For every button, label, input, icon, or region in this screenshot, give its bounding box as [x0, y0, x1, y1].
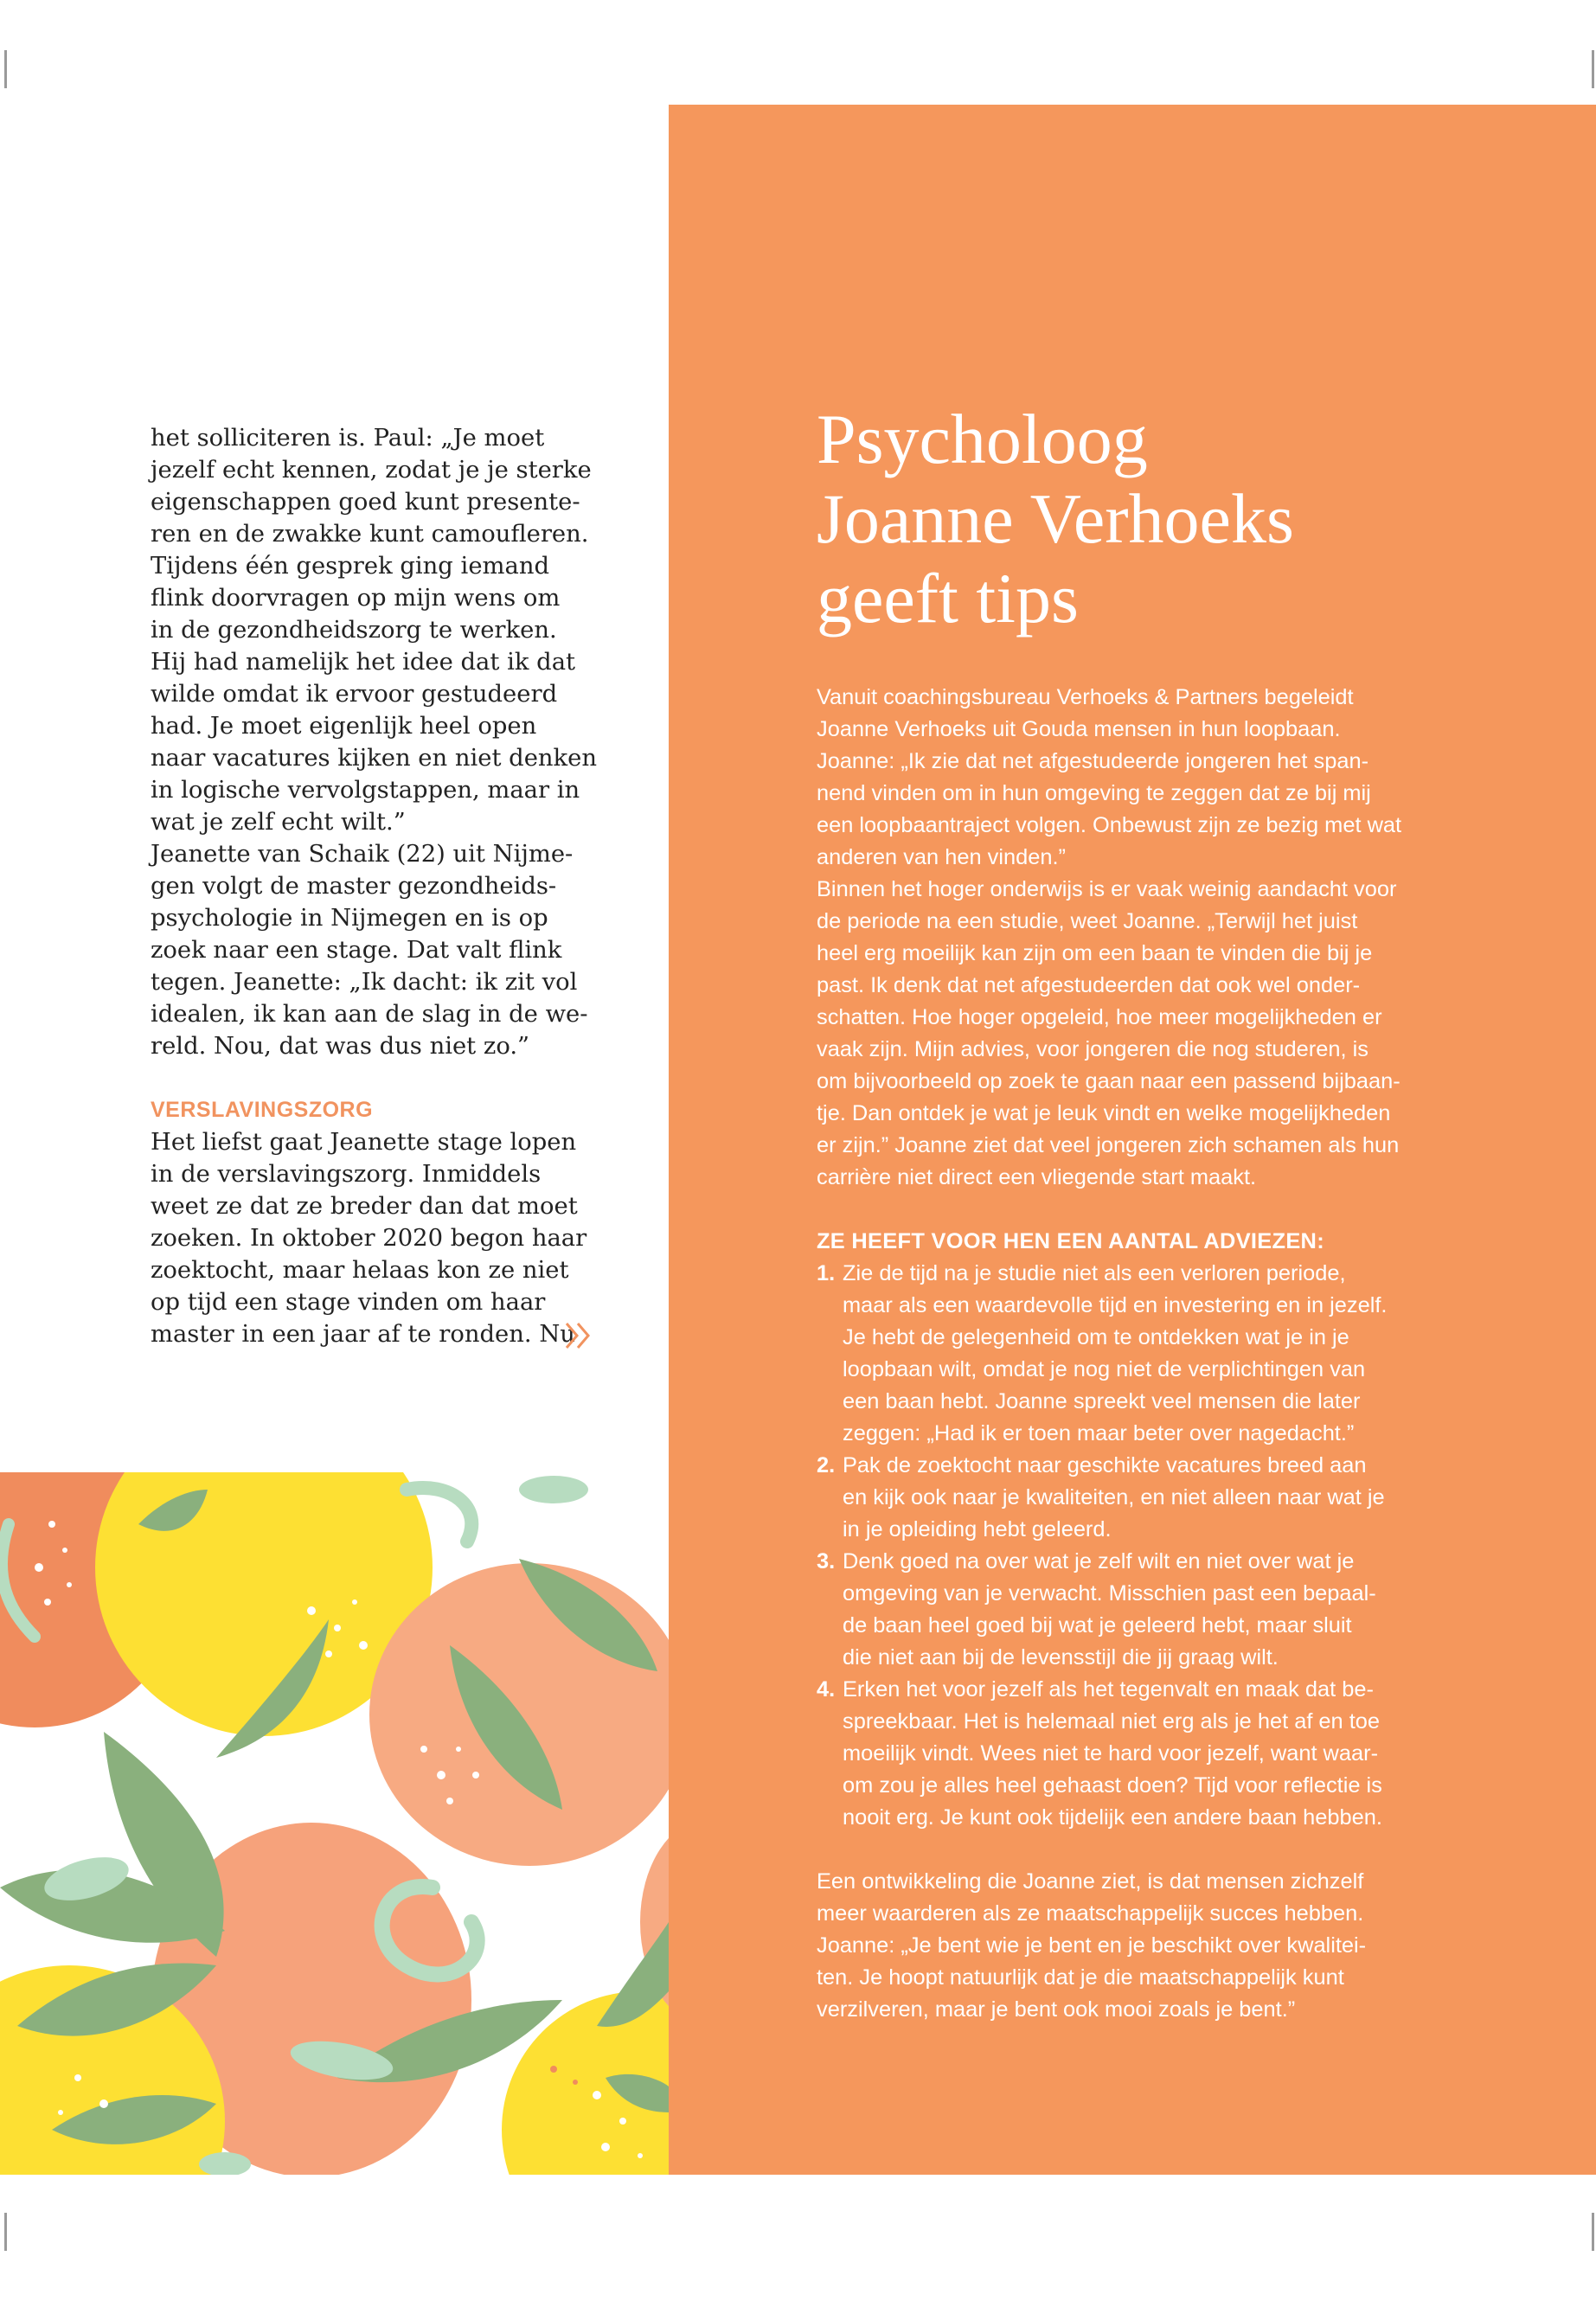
tip-item-1: [817, 1258, 1457, 1450]
text-line: zoeken. In oktober 2020 begon haar: [151, 1225, 587, 1252]
panel-title: [817, 400, 1509, 638]
text-line: loopbaan wilt, omdat je nog niet de verplichtingen van: [843, 1357, 1366, 1381]
text-line: maar als een waardevolle tijd en investering en in jezelf.: [843, 1293, 1388, 1317]
text-line: Zie de tijd na je studie niet als een verloren periode,: [843, 1261, 1346, 1285]
text-line: had. Je moet eigenlijk heel open: [151, 713, 537, 740]
text-line: moeilijk vindt. Wees niet te hard voor jezelf, want waar-: [843, 1741, 1379, 1766]
text-line: tegen. Jeanette: „Ik dacht: ik zit vol: [151, 969, 578, 996]
text-line: anderen van hen vinden.”: [817, 845, 1066, 869]
text-line: een loopbaantraject volgen. Onbewust zijn ze bezig met wat: [817, 813, 1402, 837]
text-line: jezelf echt kennen, zodat je je sterke: [151, 457, 592, 484]
text-line: om zou je alles heel gehaast doen? Tijd voor reflectie is: [843, 1773, 1382, 1798]
text-line: heel erg moeilijk kan zijn om een baan te vinden die bij je: [817, 941, 1373, 965]
paragraph-gap: [151, 1062, 590, 1094]
crop-mark-top-left: [4, 50, 7, 88]
text-line: gen volgt de master gezondheids-: [151, 873, 557, 900]
tip-number: 4.: [817, 1677, 836, 1702]
text-line: ten. Je hoopt natuurlijk dat je die maatschappelijk kunt: [817, 1965, 1344, 1990]
text-line: en kijk ook naar je kwaliteiten, en niet alleen naar wat je: [843, 1485, 1385, 1509]
text-line: Hij had namelijk het idee dat ik dat: [151, 649, 576, 676]
text-line: flink doorvragen op mijn wens om: [151, 585, 561, 612]
text-line: nend vinden om in hun omgeving te zeggen dat ze bij mij: [817, 781, 1371, 805]
text-line: Het liefst gaat Jeanette stage lopen: [151, 1129, 577, 1156]
text-line: verzilveren, maar je bent ook mooi zoals je bent.”: [817, 1997, 1296, 2022]
text-line: wat je zelf echt wilt.”: [151, 809, 406, 836]
citrus-illustration: [0, 1472, 669, 2175]
text-line: een baan hebt. Joanne spreekt veel mensen die later: [843, 1389, 1361, 1413]
text-line: Joanne: „Je bent wie je bent en je beschikt over kwalitei-: [817, 1933, 1367, 1958]
text-line: omgeving van je verwacht. Misschien past een bepaal-: [843, 1581, 1376, 1606]
text-line: ren en de zwakke kunt camoufleren.: [151, 521, 589, 548]
crop-mark-bottom-left: [4, 2213, 7, 2251]
text-line: in de verslavingszorg. Inmiddels: [151, 1161, 542, 1188]
tip-item-4: [817, 1674, 1457, 1834]
text-line: in de gezondheidszorg te werken.: [151, 617, 557, 644]
text-line: naar vacatures kijken en niet denken: [151, 745, 598, 772]
title-line: geeft tips: [817, 559, 1079, 638]
text-line: tje. Dan ontdek je wat je leuk vindt en welke mogelijkheden: [817, 1101, 1391, 1125]
text-line: Denk goed na over wat je zelf wilt en niet over wat je: [843, 1549, 1355, 1574]
text-line: Een ontwikkeling die Joanne ziet, is dat mensen zichzelf: [817, 1869, 1364, 1894]
text-line: de periode na een studie, weet Joanne. „Terwijl het juist: [817, 909, 1358, 933]
text-line: wilde omdat ik ervoor gestudeerd: [151, 681, 558, 708]
text-line: zoektocht, maar helaas kon ze niet: [151, 1257, 569, 1284]
text-line: carrière niet direct een vliegende start maakt.: [817, 1165, 1257, 1189]
double-chevron-right-icon: [563, 1321, 594, 1350]
text-line: Binnen het hoger onderwijs is er vaak weinig aandacht voor: [817, 877, 1397, 901]
text-line: schatten. Hoe hoger opgeleid, hoe meer mogelijkheden er: [817, 1005, 1382, 1029]
panel-closing-paragraph: [817, 1866, 1457, 2026]
text-line: master in een jaar af te ronden. Nu: [151, 1321, 575, 1348]
panel-article-column: [817, 682, 1457, 2026]
section-subhead: VERSLAVINGSZORG: [151, 1098, 374, 1122]
title-line: Psycholoog: [817, 400, 1148, 478]
text-line: zeggen: „Had ik er toen maar beter over nagedacht.”: [843, 1421, 1355, 1445]
paragraph-gap: [817, 1834, 1457, 1866]
text-line: nooit erg. Je kunt ook tijdelijk een andere baan hebben.: [843, 1805, 1382, 1830]
text-line: in logische vervolgstappen, maar in: [151, 777, 580, 804]
intro-paragraph: [151, 422, 598, 1062]
text-line: Pak de zoektocht naar geschikte vacatures breed aan: [843, 1453, 1367, 1477]
panel-intro-paragraph: [817, 682, 1457, 1194]
text-line: eigenschappen goed kunt presente-: [151, 489, 580, 516]
text-line: weet ze dat ze breder dan dat moet: [151, 1193, 578, 1220]
text-line: Joanne: „Ik zie dat net afgestudeerde jongeren het span-: [817, 749, 1369, 773]
title-line: Joanne Verhoeks: [817, 479, 1294, 558]
text-line: in je opleiding hebt geleerd.: [843, 1517, 1112, 1541]
text-line: de baan heel goed bij wat je geleerd hebt, maar sluit: [843, 1613, 1352, 1638]
text-line: Vanuit coachingsbureau Verhoeks & Partners begeleidt: [817, 685, 1354, 709]
text-line: zoek naar een stage. Dat valt flink: [151, 937, 562, 964]
tip-number: 3.: [817, 1549, 836, 1574]
text-line: Jeanette van Schaik (22) uit Nijme-: [151, 841, 574, 868]
crop-mark-top-right: [1592, 50, 1594, 88]
tip-item-2: [817, 1450, 1457, 1546]
text-line: het solliciteren is. Paul: „Je moet: [151, 425, 545, 452]
text-line: idealen, ik kan aan de slag in de we-: [151, 1001, 588, 1028]
text-line: Joanne Verhoeks uit Gouda mensen in hun loopbaan.: [817, 717, 1341, 741]
tip-item-3: [817, 1546, 1457, 1674]
text-line: vaak zijn. Mijn advies, voor jongeren die nog studeren, is: [817, 1037, 1368, 1061]
text-line: psychologie in Nijmegen en is op: [151, 905, 548, 932]
paragraph-gap: [817, 1194, 1457, 1226]
text-line: die niet aan bij de levensstijl die jij graag wilt.: [843, 1645, 1279, 1670]
section-paragraph: [151, 1126, 590, 1350]
text-line: spreekbaar. Het is helemaal niet erg als je het af en toe: [843, 1709, 1381, 1734]
text-line: Tijdens één gesprek ging iemand: [151, 553, 549, 580]
text-line: past. Ik denk dat net afgestudeerden dat ook wel onder-: [817, 973, 1361, 997]
crop-mark-bottom-right: [1592, 2213, 1594, 2251]
text-line: reld. Nou, dat was dus niet zo.”: [151, 1033, 530, 1060]
text-line: Erken het voor jezelf als het tegenvalt en maak dat be-: [843, 1677, 1374, 1702]
tip-number: 2.: [817, 1453, 836, 1477]
text-line: op tijd een stage vinden om haar: [151, 1289, 546, 1316]
text-line: Je hebt de gelegenheid om te ontdekken wat je in je: [843, 1325, 1349, 1349]
text-line: er zijn.” Joanne ziet dat veel jongeren zich schamen als hun: [817, 1133, 1400, 1157]
tips-subhead: ZE HEEFT VOOR HEN EEN AANTAL ADVIEZEN:: [817, 1229, 1324, 1253]
text-line: meer waarderen als ze maatschappelijk succes hebben.: [817, 1901, 1364, 1926]
text-line: om bijvoorbeeld op zoek te gaan naar een passend bijbaan-: [817, 1069, 1401, 1093]
left-article-column: [151, 422, 598, 1350]
tip-number: 1.: [817, 1261, 836, 1285]
